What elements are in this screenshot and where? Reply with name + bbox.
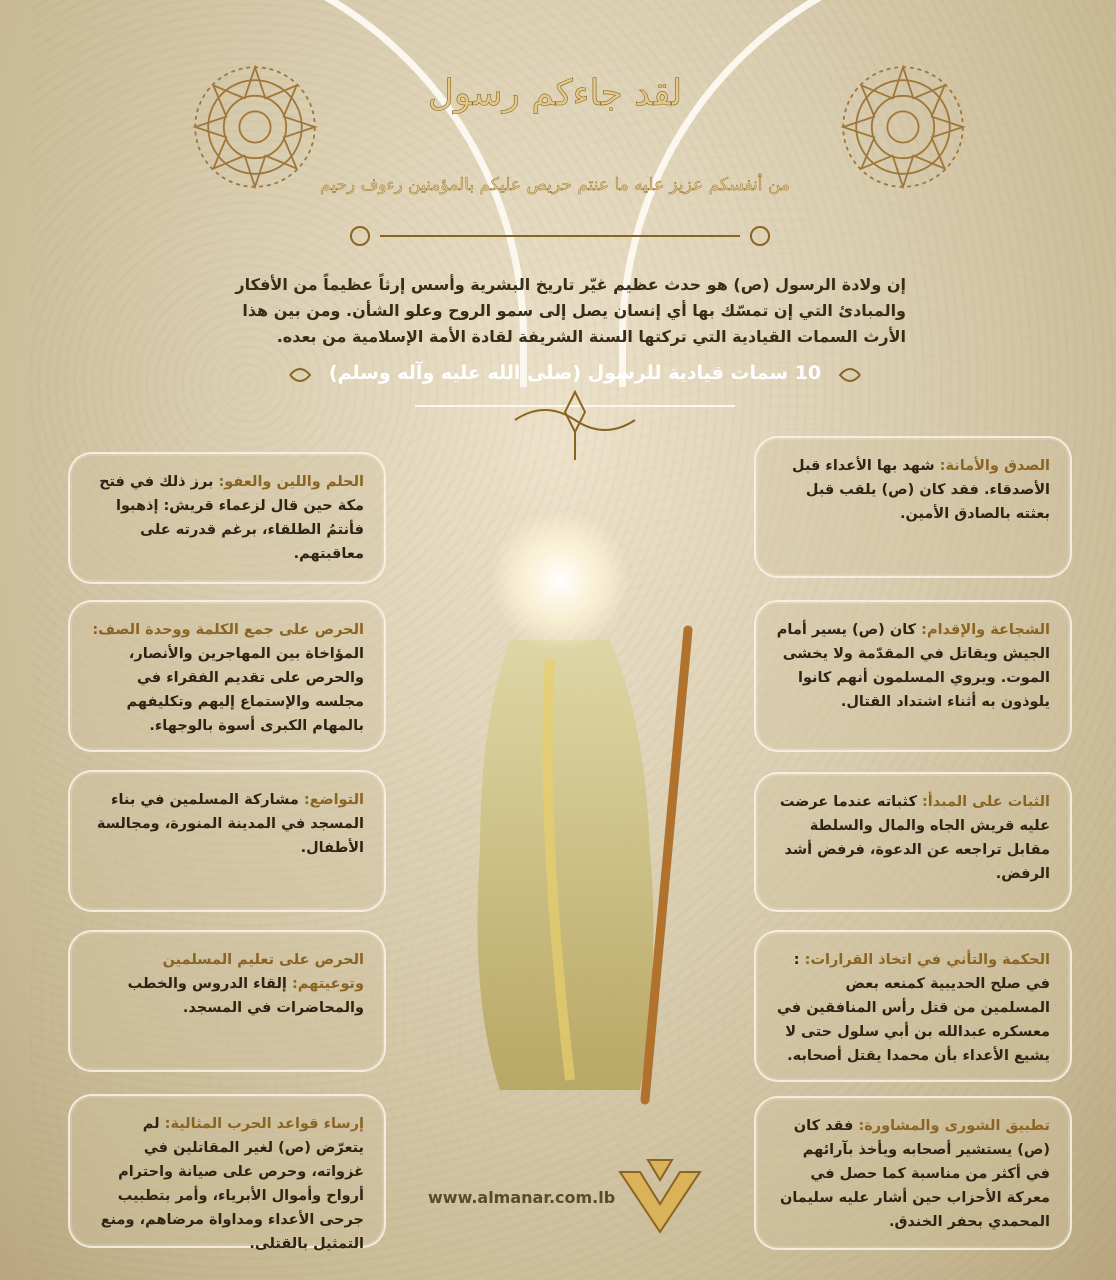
card-body: شهد بها الأعداء قبل الأصدقاء. فقد كان (ص) يلقب قبل بعثته بالصادق الأمين. (792, 458, 1050, 522)
quran-calligraphy (320, 20, 790, 220)
heading-text: 10 سمات قيادية للرسول (صلى الله عليه وآله وسلم) (328, 362, 822, 384)
calligraphy-line-2: من أنفسكم عزيز عليه ما عنتم حريص عليكم بالمؤمنين رءوف رحيم (320, 175, 790, 195)
card-education (68, 930, 386, 1072)
card-unity (68, 600, 386, 752)
website-url: www.almanar.com.lb (428, 1188, 616, 1207)
card-title: الشجاعة والإقدام: (921, 622, 1050, 638)
card-honesty (754, 436, 1072, 578)
card-title: الثبات على المبدأ: (921, 794, 1050, 810)
card-title: الصدق والأمانة: (939, 458, 1050, 474)
almanar-logo-icon (610, 1152, 710, 1242)
card-body: إلقاء الدروس والخطب والمحاضرات في المسجد. (127, 976, 364, 1016)
card-humility (68, 770, 386, 912)
card-title: إرساء قواعد الحرب المثالية: (164, 1116, 364, 1132)
card-body: : في صلح الحديبية كمنعه بعض المسلمين من قتل رأس المنافقين في معسكره عبدالله بن أبي سلول حتى لا يشيع الأعداء بأن محمدا يقتل أصحابه. (776, 952, 1050, 1064)
card-body: مشاركة المسلمين في بناء المسجد في المدينة المنورة، ومجالسة الأطفال. (96, 792, 364, 856)
card-body: المؤاخاة بين المهاجرين والأنصار، والحرص على تقديم الفقراء في مجلسه والإستماع إليهم وتكليفهم بالمهام الكبرى أسوة بالوجهاء. (126, 646, 364, 734)
intro-paragraph: إن ولادة الرسول (ص) هو حدث عظيم غيّر تاريخ البشرية وأسس إرثاً عظيماً من الأفكار والمبادئ التي إن تمسّك بها أي إنسان يصل إلى سمو الروح وعلو الشأن. ومن بين هذا الأرث السمات القيادية التي تركتها السنة الشريفة لقادة الأمة الإسلامية من بعده. (235, 275, 906, 346)
card-body: فقد كان (ص) يستشير أصحابه ويأخذ بآرائهم في أكثر من مناسبة كما حصل في معركة الأحزاب حين أشار عليه سليمان المحمدي بحفر الخندق. (779, 1118, 1050, 1230)
card-body: كان (ص) يسير أمام الجيش ويقاتل في المقدّمة ولا يخشى الموت. ويروي المسلمون أنهم كانوا يلوذون به أثناء اشتداد القتال. (776, 622, 1050, 710)
card-body: لم يتعرّض (ص) لغير المقاتلين في غزواته، وحرص على صيانة واحترام أرواح وأموال الأبرياء، وأمر بتطبيب جرحى الأعداء ومداواة مرضاهم، ومنع التمثيل بالقتلى. (100, 1116, 364, 1252)
card-title: الحكمة والتأني في اتخاذ القرارات: (804, 952, 1050, 968)
card-title: الحرص على جمع الكلمة ووحدة الصف: (92, 622, 364, 638)
card-wisdom (754, 930, 1072, 1082)
card-courage (754, 600, 1072, 752)
card-body: برز ذلك في فتح مكة حين قال لزعماء قريش: إذهبوا فأنتمُ الطلقاء، برغم قدرته على معاقبتهم. (99, 474, 364, 562)
card-clemency (68, 452, 386, 584)
card-body: كثباته عندما عرضت عليه قريش الجاه والمال والسلطة مقابل تراجعه عن الدعوة، فرفض أشد الرفض. (779, 794, 1050, 882)
card-title: الحرص على تعليم المسلمين وتوعيتهم: (162, 952, 364, 992)
card-consultation (754, 1096, 1072, 1250)
ornament-divider-top (340, 222, 780, 250)
card-steadfastness (754, 772, 1072, 912)
ornament-divider-center (415, 392, 735, 462)
calligraphy-line-1: لقد جاءكم رسول (427, 73, 683, 114)
card-title: تطبيق الشورى والمشاورة: (858, 1118, 1050, 1134)
card-title: التواضع: (303, 792, 364, 808)
prophet-figure-illustration (440, 520, 720, 1120)
card-title: الحلم واللين والعفو: (218, 474, 364, 490)
section-heading (280, 358, 870, 392)
card-war-ethics (68, 1094, 386, 1252)
right-mandala-icon (838, 62, 968, 192)
left-mandala-icon (190, 62, 320, 192)
